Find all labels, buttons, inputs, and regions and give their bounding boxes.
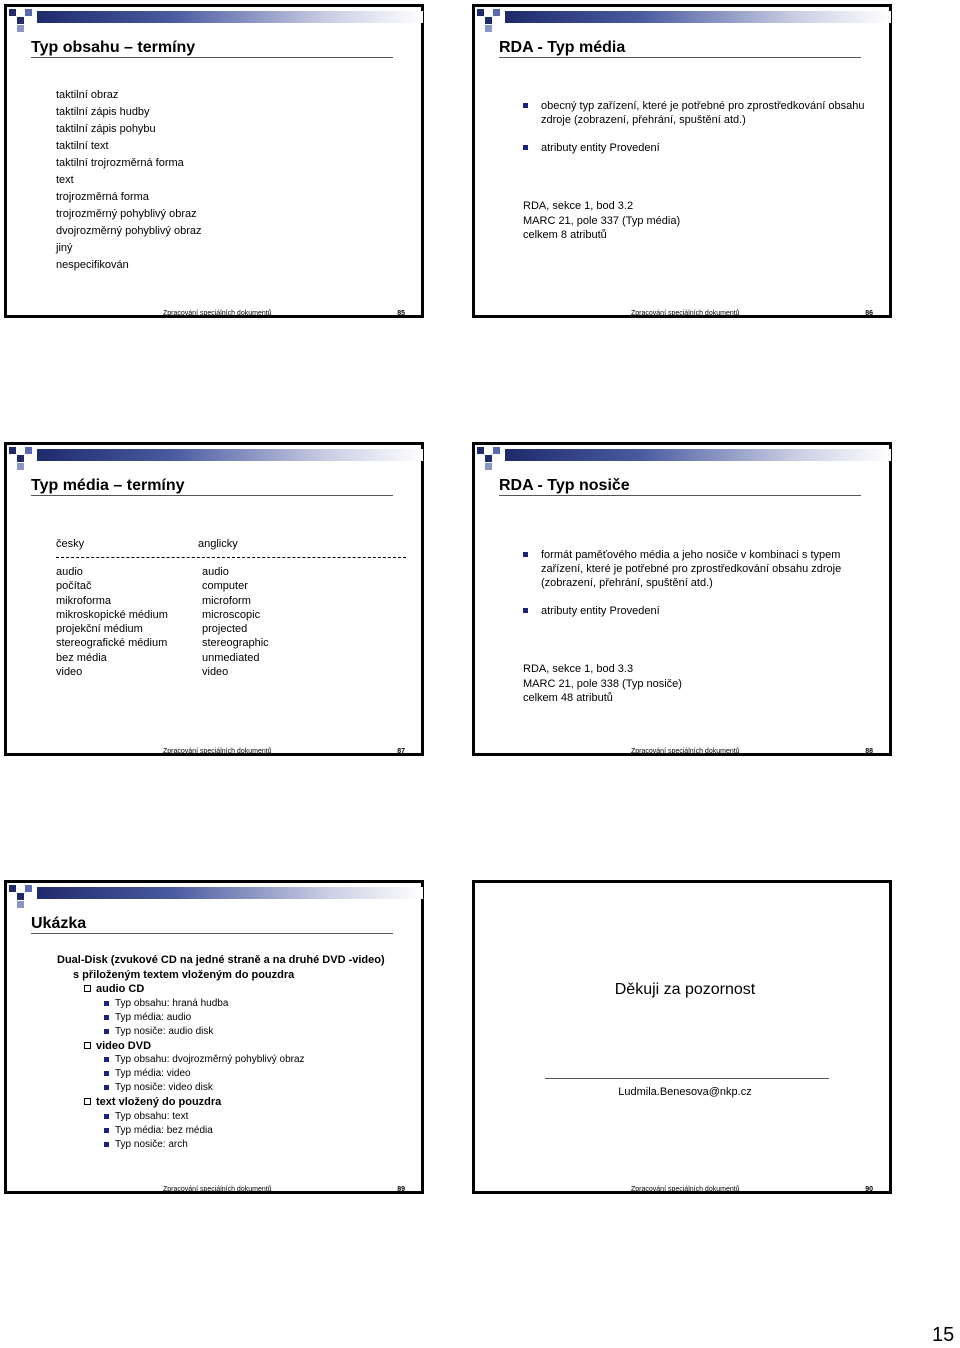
footer-text: Zpracování speciálních dokumentů: [631, 1186, 740, 1193]
square-bullet-icon: [104, 1057, 109, 1062]
content-type-list: [56, 87, 202, 274]
slide-decoration: [475, 445, 895, 471]
note-line: RDA, sekce 1, bod 3.2: [523, 200, 634, 212]
bullet-item: atributy entity Provedení: [509, 141, 871, 155]
square-bullet-icon: [104, 1085, 109, 1090]
slide-footer: [475, 1186, 895, 1196]
slide-85: [4, 4, 424, 318]
column-header-english: anglicky: [198, 538, 238, 550]
title-underline: [499, 57, 861, 58]
sub-item: Typ obsahu: dvojrozměrný pohyblivý obraz: [57, 1053, 385, 1067]
slide-decoration: [7, 445, 427, 471]
slide-footer: [475, 748, 895, 758]
list-item: dvojrozměrný pohyblivý obraz: [56, 225, 202, 237]
slide-decoration: [7, 883, 427, 909]
note-line: MARC 21, pole 338 (Typ nosiče): [523, 677, 682, 690]
sub-item: Typ média: video: [57, 1067, 385, 1081]
example-heading: Dual-Disk (zvukové CD na jedné straně a na druhé DVD -video): [57, 954, 385, 966]
square-bullet-icon: [104, 1029, 109, 1034]
square-bullet-icon: [104, 1114, 109, 1119]
reference-notes: [523, 199, 680, 243]
slide-footer: [7, 748, 427, 758]
slide-title: Typ obsahu – termíny: [31, 39, 196, 56]
example-heading: s přiloženým textem vloženým do pouzdra: [73, 968, 295, 981]
slide-footer: [475, 310, 895, 320]
list-item: taktilní trojrozměrná forma: [56, 157, 184, 169]
note-line: MARC 21, pole 337 (Typ média): [523, 214, 681, 227]
footer-text: Zpracování speciálních dokumentů: [631, 310, 740, 317]
slide-88: [472, 442, 892, 756]
slide-number: 86: [865, 310, 873, 317]
slide-86: [472, 4, 892, 318]
square-bullet-icon: [523, 608, 528, 613]
group-item: text vložený do pouzdra: [57, 1095, 385, 1110]
group-item: audio CD: [57, 982, 385, 997]
bullet-list: [509, 548, 871, 632]
sub-item: Typ nosiče: video disk: [57, 1081, 385, 1095]
page-number: 15: [932, 1324, 955, 1346]
slide-87: Typ média – termíny česky anglicky audio audio počítač computer mikroforma microform mikroskopické médium microscopic projekční médium projected stereografické médium stereographic bez média unmediated video video Zpracování speciálních dokumentů 87: [4, 442, 424, 756]
slide-footer: [7, 310, 427, 320]
sub-item: Typ média: bez média: [57, 1124, 385, 1138]
footer-text: Zpracování speciálních dokumentů: [163, 310, 272, 317]
reference-notes: [523, 662, 682, 706]
dashed-divider: [56, 557, 406, 558]
sub-item: Typ média: audio: [57, 1011, 385, 1025]
list-item: nespecifikován: [56, 259, 129, 271]
slide-title: Typ média – termíny: [31, 477, 185, 494]
footer-text: Zpracování speciálních dokumentů: [163, 1186, 272, 1193]
note-line: celkem 8 atributů: [523, 229, 607, 241]
slide-89: [4, 880, 424, 1194]
slide-number: 90: [865, 1186, 873, 1193]
title-underline: [31, 495, 393, 496]
list-item: trojrozměrný pohyblivý obraz: [56, 208, 197, 220]
bullet-item: atributy entity Provedení: [509, 604, 871, 618]
example-content: [57, 953, 385, 1152]
footer-text: Zpracování speciálních dokumentů: [163, 748, 272, 755]
square-bullet-icon: [523, 552, 528, 557]
square-bullet-icon: [104, 1001, 109, 1006]
title-underline: [31, 57, 393, 58]
list-item: trojrozměrná forma: [56, 191, 149, 203]
list-item: taktilní zápis pohybu: [56, 123, 156, 135]
list-item: taktilní obraz: [56, 89, 119, 101]
footer-text: Zpracování speciálních dokumentů: [631, 748, 740, 755]
square-bullet-icon: [523, 103, 528, 108]
note-line: celkem 48 atributů: [523, 692, 613, 704]
list-item: text: [56, 174, 74, 186]
slide-title: RDA - Typ média: [499, 39, 626, 56]
slide-decoration: [475, 7, 895, 33]
checkbox-icon: [84, 1098, 91, 1105]
square-bullet-icon: [104, 1015, 109, 1020]
square-bullet-icon: [104, 1128, 109, 1133]
slide-90: [472, 880, 892, 1194]
title-underline: [31, 933, 393, 934]
square-bullet-icon: [104, 1142, 109, 1147]
sub-item: Typ obsahu: hraná hudba: [57, 997, 385, 1011]
thanks-heading: Děkuji za pozornost: [614, 981, 756, 998]
square-bullet-icon: [104, 1071, 109, 1076]
title-underline: [499, 495, 861, 496]
group-item: video DVD: [57, 1039, 385, 1054]
slide-number: 87: [397, 748, 405, 755]
sub-item: Typ nosiče: audio disk: [57, 1025, 385, 1039]
sub-item: Typ obsahu: text: [57, 1110, 385, 1124]
checkbox-icon: [84, 985, 91, 992]
slide-number: 85: [397, 310, 405, 317]
column-header-czech: česky: [56, 538, 85, 550]
slide-number: 88: [865, 748, 873, 755]
bullet-item: formát paměťového média a jeho nosiče v kombinaci s typem zařízení, které je potřebné pro zprostředkování obsahu zdroje (zobrazení, přehrání, spuštění atd.): [509, 548, 871, 590]
sub-item: Typ nosiče: arch: [57, 1138, 385, 1152]
slide-number: 89: [397, 1186, 405, 1193]
square-bullet-icon: [523, 145, 528, 150]
slide-title: RDA - Typ nosiče: [499, 477, 630, 494]
slide-footer: [7, 1186, 427, 1196]
separator-line: [545, 1078, 829, 1079]
list-item: taktilní zápis hudby: [56, 106, 150, 118]
list-item: taktilní text: [56, 140, 109, 152]
slide-title: Ukázka: [31, 915, 87, 932]
list-item: jiný: [56, 242, 73, 254]
bullet-item: obecný typ zařízení, které je potřebné pro zprostředkování obsahu zdroje (zobrazení, přehrání, spuštění atd.): [509, 99, 871, 127]
bullet-list: [509, 99, 871, 169]
note-line: RDA, sekce 1, bod 3.3: [523, 663, 634, 675]
checkbox-icon: [84, 1042, 91, 1049]
contact-email: Ludmila.Benesova@nkp.cz: [618, 1086, 752, 1098]
slide-decoration: [7, 7, 427, 33]
